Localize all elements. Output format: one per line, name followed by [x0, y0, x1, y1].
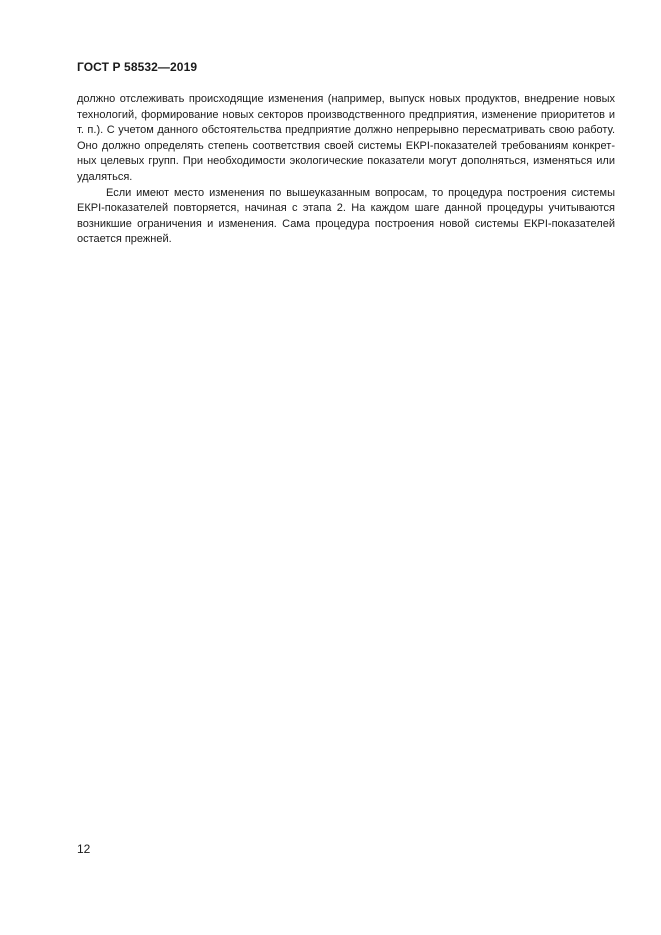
text-line: ЕКРI-показателей повторяется, начиная с этапа 2. На каждом шаге данной процедуры учитываются: [77, 202, 615, 215]
text-line: должно отслеживать происходящие изменения (например, выпуск новых продуктов, внедрение новых: [77, 93, 615, 105]
text-line: возникшие ограничения и изменения. Сама процедура построения новой системы ЕКРI-показателей: [77, 217, 615, 230]
text-line: т. п.). С учетом данного обстоятельства предприятие должно непрерывно пересматривать свою работу.: [77, 124, 615, 137]
standard-designation-header: ГОСТ Р 58532—2019: [77, 60, 198, 74]
text-line: технологий, формирование новых секторов производственного предприятия, изменение приоритетов и: [77, 108, 615, 121]
body-text: [77, 92, 615, 248]
paragraph-1: [77, 92, 615, 186]
text-line: Если имеют место изменения по вышеуказанным вопросам, то процедура построения системы: [106, 186, 615, 199]
text-line: Оно должно определять степень соответствия своей системы ЕКРI-показателей требованиям конкрет-: [77, 139, 615, 152]
text-line: остается прежней.: [77, 233, 172, 246]
paragraph-2: [77, 186, 615, 248]
text-line: удаляться.: [77, 170, 133, 183]
text-line: ных целевых групп. При необходимости экологические показатели могут дополняться, изменяться или: [77, 155, 615, 168]
page-number: 12: [77, 842, 91, 856]
